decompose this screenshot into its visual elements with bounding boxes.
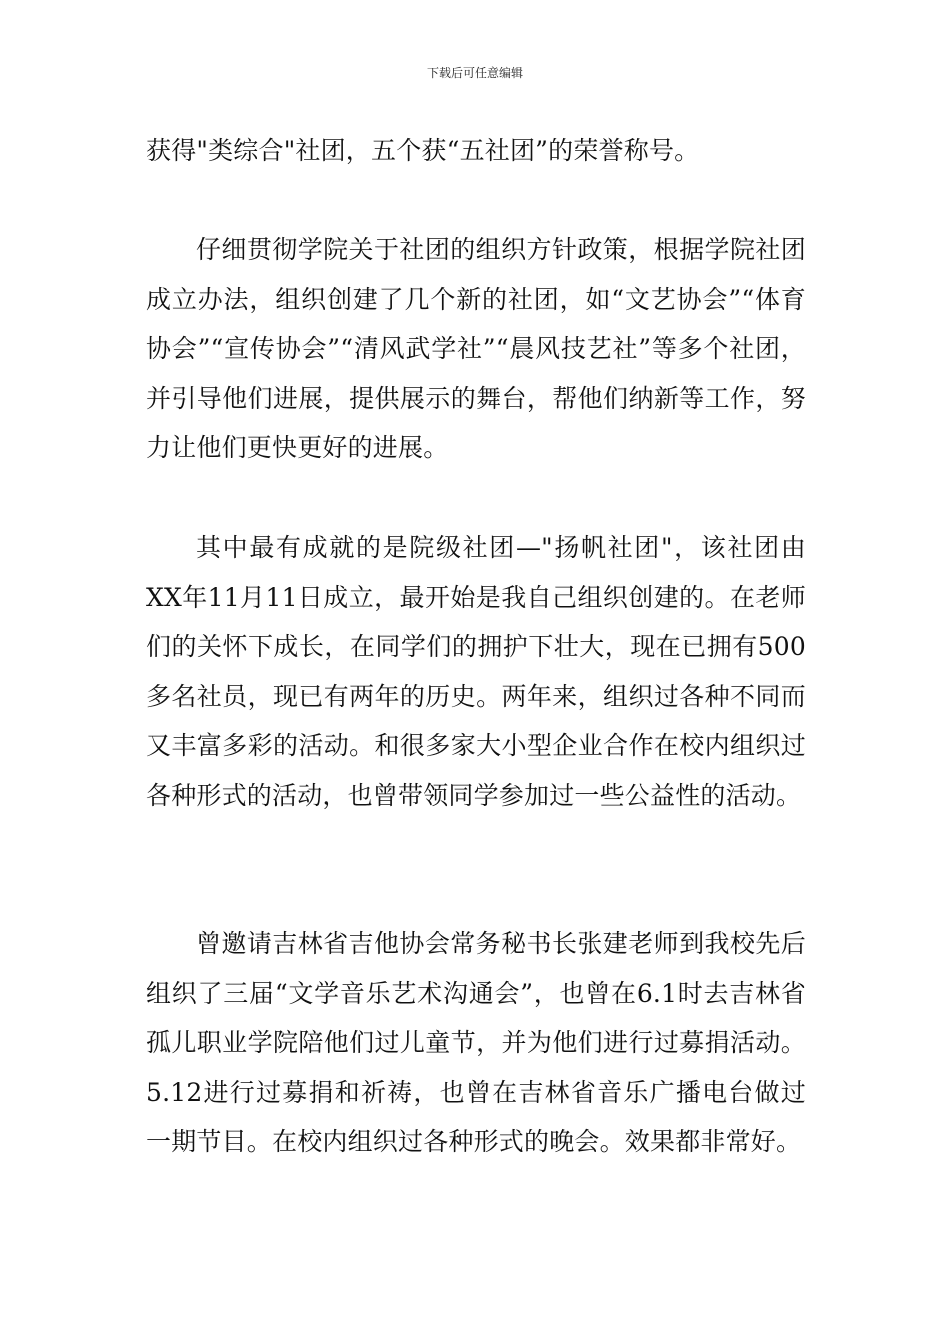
paragraph-1: 获得"类综合"社团，五个获“五社团”的荣誉称号。 xyxy=(146,136,700,165)
paragraph-2: 仔细贯彻学院关于社团的组织方针政策，根据学院社团成立办法，组织创建了几个新的社团，如“文艺协会”“体育协会”“宣传协会”“清风武学社”“晨风技艺社”等多个社团，并引导他们进展，提供展示的舞台，帮他们纳新等工作，努力让他们更快更好的进展。 xyxy=(146,235,806,462)
paragraph-3: 其中最有成就的是院级社团—"扬帆社团"，该社团由XX年11月11日成立，最开始是我自己组织创建的。在老师们的关怀下成长，在同学们的拥护下壮大，现在已拥有500多名社员，现已有两年的历史。两年来，组织过各种不同而又丰富多彩的活动。和很多家大小型企业合作在校内组织过各种形式的活动，也曾带领同学参加过一些公益性的活动。 xyxy=(146,533,806,810)
page-header-note: 下载后可任意编辑 xyxy=(426,66,523,80)
paragraph-4: 曾邀请吉林省吉他协会常务秘书长张建老师到我校先后组织了三届“文学音乐艺术沟通会”，也曾在6.1时去吉林省孤儿职业学院陪他们过儿童节，并为他们进行过募捐活动。5.12进行过募捐和祈祷，也曾在吉林省音乐广播电台做过一期节目。在校内组织过各种形式的晚会。效果都非常好。 xyxy=(146,929,806,1156)
